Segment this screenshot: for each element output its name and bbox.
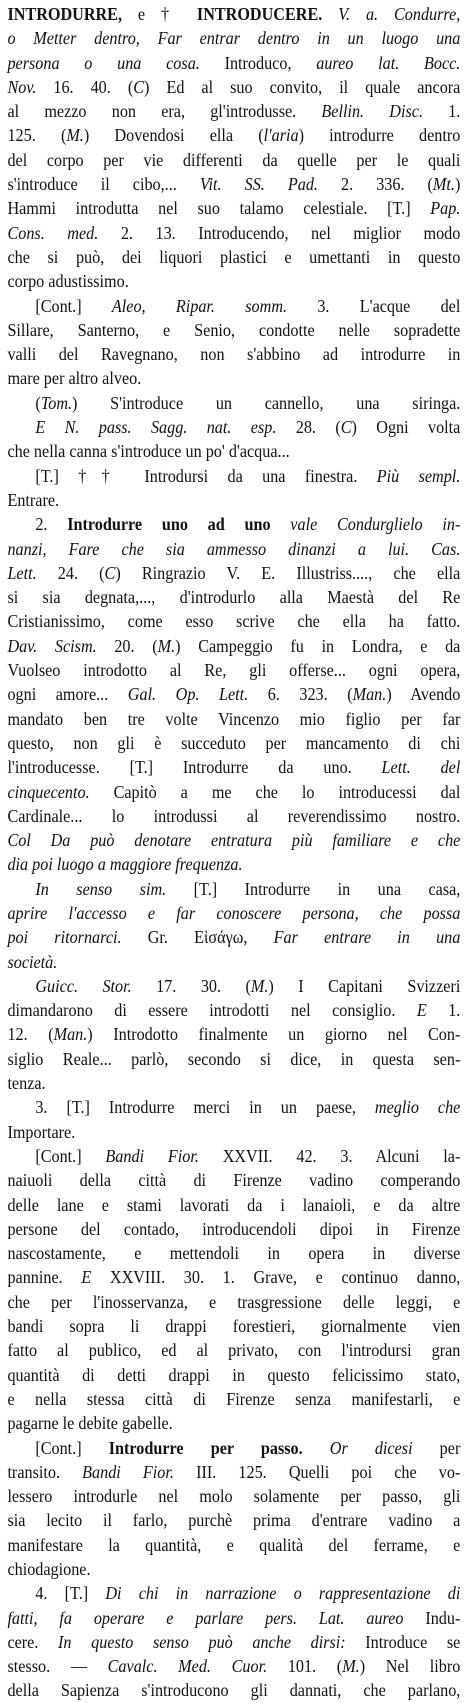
text-segment: M. [66, 125, 84, 146]
text-segment: che nella canna s'introduce un po' d'acqua... [7, 441, 290, 462]
text-segment: Vit. SS. Pad. [199, 174, 342, 195]
text-line [7, 123, 460, 147]
text-segment: per [439, 1437, 461, 1458]
text-segment: 3. [T.] Introdurre merci in un paese, [35, 1097, 375, 1118]
text-segment: Pap. [430, 198, 461, 219]
text-segment: Lett. [7, 562, 58, 583]
text-segment: vale Condurglielo in- [290, 514, 461, 535]
text-line [7, 707, 460, 731]
text-line [7, 1120, 460, 1144]
text-line [7, 1436, 460, 1460]
text-line [7, 1144, 460, 1168]
text-segment: Tom. [40, 392, 73, 413]
text-line [7, 731, 460, 755]
text-line [7, 439, 460, 463]
text-segment: siglio Reale... parlò, secondo si dice, in questa sen- [7, 1048, 461, 1069]
text-line [7, 828, 460, 852]
text-segment: 101. ( [287, 1656, 343, 1677]
text-segment: nascostamente, e mettendoli in opera in diverse [7, 1243, 461, 1264]
text-line [7, 1047, 460, 1071]
text-line [7, 1241, 460, 1265]
text-line [7, 1314, 460, 1338]
text-segment: Bandi Fior. [82, 1461, 197, 1482]
text-segment: INTRODURRE, [7, 4, 138, 24]
text-line [7, 269, 460, 293]
text-segment: bandi sopra li drappi forestieri, giornalmente vien [7, 1316, 461, 1337]
text-line [7, 1022, 460, 1046]
text-segment: transito. [7, 1461, 83, 1482]
text-segment: pannine. [7, 1267, 82, 1288]
text-line [7, 1581, 460, 1605]
text-segment: lessero introdurle nel molo solamente per passo, gli [7, 1486, 461, 1507]
text-line [7, 1533, 460, 1557]
text-line [7, 1095, 460, 1119]
text-segment: ) Ed al suo convito, il quale ancora [144, 76, 461, 97]
text-line [7, 172, 460, 196]
text-segment: s'introduce il cibo,... [7, 174, 200, 195]
text-segment: ) introdurre dentro [298, 125, 461, 146]
text-segment: M. [157, 635, 176, 656]
text-segment: Hammi introdutta nel suo talamo celestiale. [T.] [7, 198, 431, 219]
text-segment: Bellin. Disc. [321, 101, 449, 122]
text-segment: Or dicesi [329, 1437, 440, 1458]
text-segment: del corpo per vie differenti da quelle per le quali [7, 149, 461, 170]
text-segment: [Cont.] [35, 1145, 106, 1166]
text-line [7, 1168, 460, 1192]
text-segment: Col Da può denotare entratura più familiare e che [7, 830, 461, 851]
text-line [7, 2, 460, 26]
text-segment: Gal. Op. Lett. [127, 684, 268, 705]
text-segment: stesso. — [7, 1656, 108, 1677]
text-segment: poi ritornarci. [7, 927, 148, 948]
text-segment: 4. [T.] [35, 1583, 106, 1604]
text-segment: questo, non gli è succeduto per mancamento di chi [7, 732, 461, 753]
text-segment: ) S'introduce un cannello, una siringa. [72, 392, 461, 413]
text-line [7, 1071, 460, 1095]
text-segment: ( [35, 392, 41, 413]
text-segment: Cons. med. [7, 222, 121, 243]
text-segment: Introduco, [224, 52, 317, 73]
text-segment: manifestare la quantità, e qualità del ferrame, e [7, 1534, 461, 1555]
text-segment: Cardinale... lo introdussi al reverendissimo nostro. [7, 805, 461, 826]
text-segment: C [340, 417, 352, 438]
text-segment: Entrare. [7, 489, 60, 510]
text-line [7, 221, 460, 245]
text-segment: delle lane e stami lavorati da i lanaioli, e da altre [7, 1194, 461, 1215]
text-line [7, 974, 460, 998]
text-segment: mandato ben tre volte Vincenzo mio figlio per far [7, 708, 461, 729]
text-segment: società. [7, 951, 58, 972]
text-segment: Dav. Scism. [7, 635, 115, 656]
text-segment: ogni amore... [7, 684, 128, 705]
text-segment: Cavalc. Med. Cuor. [107, 1656, 288, 1677]
text-line [7, 1290, 460, 1314]
text-line [7, 1193, 460, 1217]
text-segment: [Cont.] [35, 295, 112, 316]
text-segment: XXVIII. 30. 1. Grave, e continuo danno, [109, 1267, 461, 1288]
text-segment: che si può, dei liquori plastici e umettanti in questo [7, 246, 461, 267]
text-line [7, 99, 460, 123]
text-segment: Lett. del [381, 757, 461, 778]
text-segment: ) Introdotto finalmente un giorno nel Con- [87, 1024, 461, 1045]
text-segment: 6. 323. ( [267, 684, 353, 705]
text-segment: 1. [448, 1000, 461, 1021]
text-segment: cinquecento. [7, 781, 114, 802]
text-line [7, 1265, 460, 1289]
text-segment: al mezzo non era, gl'introdusse. [7, 101, 322, 122]
text-segment: Capitò a me che lo introducessi dal [113, 781, 461, 802]
text-segment: 28. ( [295, 417, 341, 438]
text-segment: Introduce se [365, 1631, 461, 1652]
text-segment: 125. ( [7, 125, 67, 146]
text-segment: E [81, 1267, 110, 1288]
text-line [7, 196, 460, 220]
text-line [7, 1363, 460, 1387]
text-segment: che per l'inosservanza, e trasgressione delle leggi, e [7, 1291, 461, 1312]
text-segment: III. 125. Quelli poi che vo- [196, 1461, 461, 1482]
text-line [7, 1387, 460, 1411]
text-segment: In questo senso può anche dirsi: [58, 1631, 366, 1652]
text-segment: Mt. [432, 174, 455, 195]
text-segment: Di chi in narrazione o rappresentazione di [105, 1583, 461, 1604]
text-segment: dia poi luogo a maggiore frequenza. [7, 854, 243, 875]
text-segment: 16. 40. ( [53, 76, 134, 97]
text-segment: sia lecito il farlo, purchè prima d'entrare vadino a [7, 1510, 461, 1531]
text-segment: tenza. [7, 1073, 46, 1094]
text-segment: pagarne le debite gabelle. [7, 1413, 173, 1434]
text-line [7, 1557, 460, 1581]
text-segment: fatto al publico, ed al privato, con l'introdursi gran [7, 1340, 461, 1361]
text-line [7, 294, 460, 318]
text-segment: dimandarono di essere introdotti nel consiglio. [7, 1000, 417, 1021]
text-segment: In senso sim. [35, 878, 194, 899]
text-segment: Vuolseo introdotto al Re, gli offerse... ogni opera, [7, 660, 461, 681]
text-line [7, 780, 460, 804]
text-segment: si sia degnata,..., d'introdurlo alla Maestà del Re [7, 587, 461, 608]
text-segment: chiodagione. [7, 1559, 91, 1579]
text-segment: ) Dovendosi ella ( [83, 125, 264, 146]
text-line [7, 366, 460, 390]
text-line [7, 634, 460, 658]
text-line [7, 682, 460, 706]
text-segment: l'aria [263, 125, 299, 146]
text-segment: corpo adustissimo. [7, 271, 129, 292]
text-line [7, 950, 460, 974]
text-segment: aureo lat. Bocc. [316, 52, 461, 73]
text-segment: l'introducesse. [T.] Introdurre da uno. [7, 757, 382, 778]
text-line [7, 26, 460, 50]
text-line [7, 658, 460, 682]
text-segment: ) Ogni volta [351, 417, 461, 438]
text-segment: 20. ( [114, 635, 158, 656]
text-segment: aprire l'accesso e far conoscere persona, che possa [7, 902, 461, 923]
text-segment: E N. pass. Sagg. nat. esp. [35, 417, 296, 438]
text-line [7, 804, 460, 828]
text-line [7, 512, 460, 536]
text-line [7, 585, 460, 609]
text-segment: C [104, 562, 116, 583]
text-segment: cere. [7, 1631, 59, 1652]
text-segment: C [133, 76, 145, 97]
text-segment: ) Avendo [386, 684, 461, 705]
text-segment: Man. [53, 1024, 88, 1045]
text-segment: 24. ( [57, 562, 105, 583]
text-segment: Man. [352, 684, 387, 705]
text-segment: ) Ringrazio V. E. Illustriss...., che ella [115, 562, 461, 583]
text-line [7, 852, 460, 876]
text-segment: 3. L'acque del [317, 295, 461, 316]
text-segment: Introdurre uno ad uno [67, 514, 291, 535]
text-segment: Introdurre per passo. [108, 1437, 330, 1458]
text-line [7, 609, 460, 633]
text-line [7, 391, 460, 415]
text-line [7, 1508, 460, 1532]
text-segment: Far entrare in una [273, 927, 461, 948]
text-segment: ) I Capitani Svizzeri [268, 975, 461, 996]
text-segment: Cristianissimo, come esso scrive che ella ha fatto. [7, 611, 461, 632]
text-segment: nanzi, Fare che sia ammesso dinanzi a lui. Cas. [7, 538, 461, 559]
text-line [7, 755, 460, 779]
text-segment: o Metter dentro, Far entrar dentro in un luogo una [7, 28, 461, 49]
text-segment: [Cont.] [35, 1437, 109, 1458]
text-segment: Indu- [425, 1607, 461, 1628]
text-line [7, 1678, 460, 1702]
text-segment: e nella stessa città di Firenze senza manifestarli, e [7, 1388, 461, 1409]
text-segment: ) [454, 174, 461, 195]
text-segment: [T.] †† Introdursi da una finestra. [35, 465, 377, 486]
text-segment: 17. 30. ( [156, 975, 251, 996]
text-segment: [T.] Introdurre in una casa, [193, 878, 461, 899]
text-line [7, 1606, 460, 1630]
text-line [7, 925, 460, 949]
text-segment: fatti, fa operare e parlare pers. Lat. aureo [7, 1607, 426, 1628]
text-segment: 2. [35, 514, 68, 535]
text-line [7, 342, 460, 366]
text-line [7, 1630, 460, 1654]
text-line [7, 901, 460, 925]
text-segment: 2. 13. Introducendo, nel miglior modo [120, 222, 461, 243]
text-segment: 1. [448, 101, 461, 122]
text-line [7, 1338, 460, 1362]
text-segment: Aleo, Ripar. somm. [111, 295, 318, 316]
text-line [7, 561, 460, 585]
text-segment: della Sapienza s'introducono gli dannati, che parlano, [7, 1680, 461, 1701]
text-segment: INTRODUCERE. [196, 4, 339, 24]
text-segment: 12. ( [7, 1024, 54, 1045]
text-segment: E [416, 1000, 449, 1021]
text-line [7, 998, 460, 1022]
text-line [7, 877, 460, 901]
text-line [7, 1217, 460, 1241]
text-segment: 2. 336. ( [341, 174, 433, 195]
text-segment: mare per altro alveo. [7, 368, 142, 389]
text-line [7, 245, 460, 269]
text-segment: quantità di detti drappi in questo felicissimo stato, [7, 1364, 461, 1385]
text-segment: Sillare, Santerno, e Senio, condotte nelle sopradette [7, 319, 461, 340]
text-segment: e † [137, 4, 197, 24]
text-line [7, 464, 460, 488]
text-segment: Nov. [7, 76, 54, 97]
text-line [7, 318, 460, 342]
text-segment: Guicc. Stor. [35, 975, 157, 996]
text-segment: naiuoli della città di Firenze vadino comperando [7, 1170, 461, 1191]
text-segment: M. [250, 975, 269, 996]
text-line [7, 148, 460, 172]
text-line [7, 1411, 460, 1435]
text-line [7, 488, 460, 512]
text-segment: persone del contado, introducendoli dipoi in Firenze [7, 1218, 461, 1239]
text-line [7, 537, 460, 561]
text-segment: XXVII. 42. 3. Alcuni la- [222, 1145, 461, 1166]
text-segment: ) Campeggio fu in Londra, e da [175, 635, 461, 656]
text-segment: V. a. Condurre, [338, 4, 461, 24]
text-line [7, 51, 460, 75]
text-line [7, 75, 460, 99]
text-line [7, 415, 460, 439]
text-segment: Gr. Εἰσάγω, [147, 927, 274, 948]
text-segment: persona o una cosa. [7, 52, 225, 73]
text-segment: valli del Ravegnano, non s'abbino ad introdurre in [7, 344, 461, 365]
text-line [7, 1654, 460, 1678]
text-segment: Più sempl. [376, 465, 461, 486]
text-segment: ) Nel libro [359, 1656, 461, 1677]
text-segment: meglio che [374, 1097, 461, 1118]
text-segment: M. [342, 1656, 360, 1677]
text-line [7, 1460, 460, 1484]
text-segment: Bandi Fior. [105, 1145, 223, 1166]
text-segment: Importare. [7, 1121, 76, 1142]
text-line [7, 1484, 460, 1508]
